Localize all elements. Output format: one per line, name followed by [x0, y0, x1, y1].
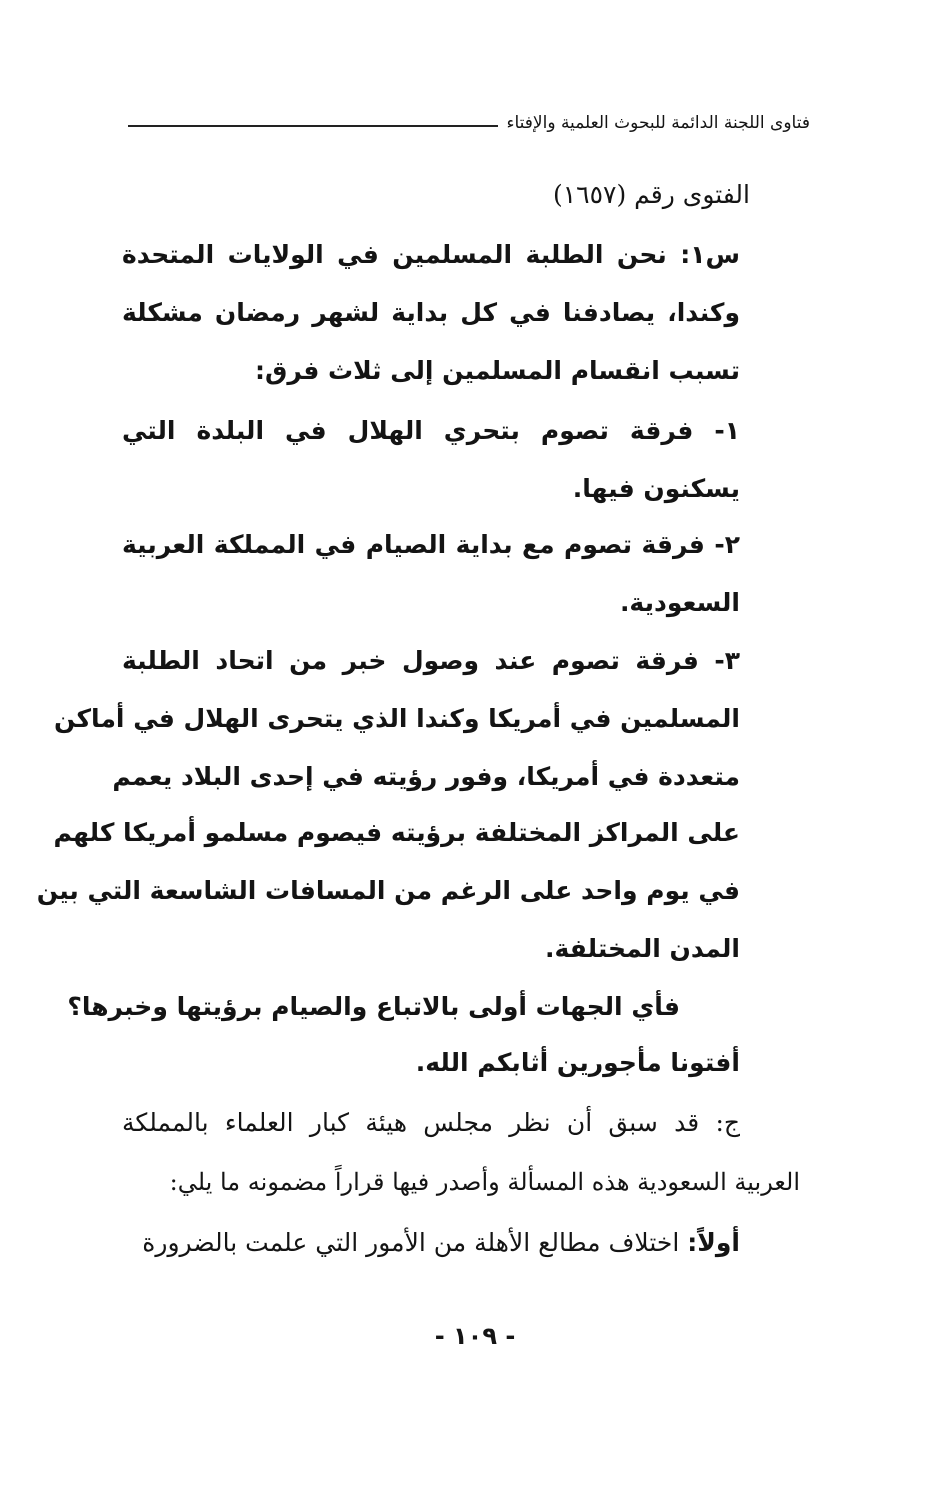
answer-line: ج: قد سبق أن نظر مجلس هيئة كبار العلماء بالمملكة [122, 1108, 740, 1137]
question-line: المدن المختلفة. [545, 934, 740, 963]
header-rule [128, 125, 498, 127]
page-number: - ١٠٩ - [434, 1322, 516, 1350]
first-point-label: أولاً: [687, 1228, 740, 1257]
question-line: ٢- فرقة تصوم مع بداية الصيام في المملكة العربية [122, 530, 740, 559]
question-line: متعددة في أمريكا، وفور رؤيته في إحدى البلاد يعمم [112, 762, 740, 791]
question-line: تسبب انقسام المسلمين إلى ثلاث فرق: [255, 356, 740, 385]
fatwa-heading: الفتوى رقم (١٦٥٧) [552, 180, 750, 209]
first-point [122, 1228, 740, 1257]
answer-line: العربية السعودية هذه المسألة وأصدر فيها قراراً مضمونه ما يلي: [169, 1168, 800, 1196]
question-line: س١: نحن الطلبة المسلمين في الولايات المتحدة [122, 240, 740, 269]
running-header [128, 108, 810, 138]
question-line: أفتونا مأجورين أثابكم الله. [415, 1048, 740, 1077]
question-line: على المراكز المختلفة برؤيته فيصوم مسلمو أمريكا كلهم [53, 818, 740, 847]
question-line: ١- فرقة تصوم بتحري الهلال في البلدة التي [122, 416, 740, 445]
first-point-text: اختلاف مطالع الأهلة من الأمور التي علمت بالضرورة [142, 1228, 680, 1257]
question-line: يسكنون فيها. [572, 474, 740, 503]
question-line: فأي الجهات أولى بالاتباع والصيام برؤيتها وخبرها؟ [67, 992, 680, 1021]
question-line: وكندا، يصادفنا في كل بداية لشهر رمضان مشكلة [122, 298, 740, 327]
question-line: المسلمين في أمريكا وكندا الذي يتحرى الهلال في أماكن [54, 704, 740, 733]
question-line: ٣- فرقة تصوم عند وصول خبر من اتحاد الطلبة [122, 646, 740, 675]
question-line: في يوم واحد على الرغم من المسافات الشاسعة التي بين [36, 876, 740, 905]
question-line: السعودية. [619, 588, 740, 617]
running-header-title: فتاوى اللجنة الدائمة للبحوث العلمية والإفتاء [506, 113, 810, 133]
